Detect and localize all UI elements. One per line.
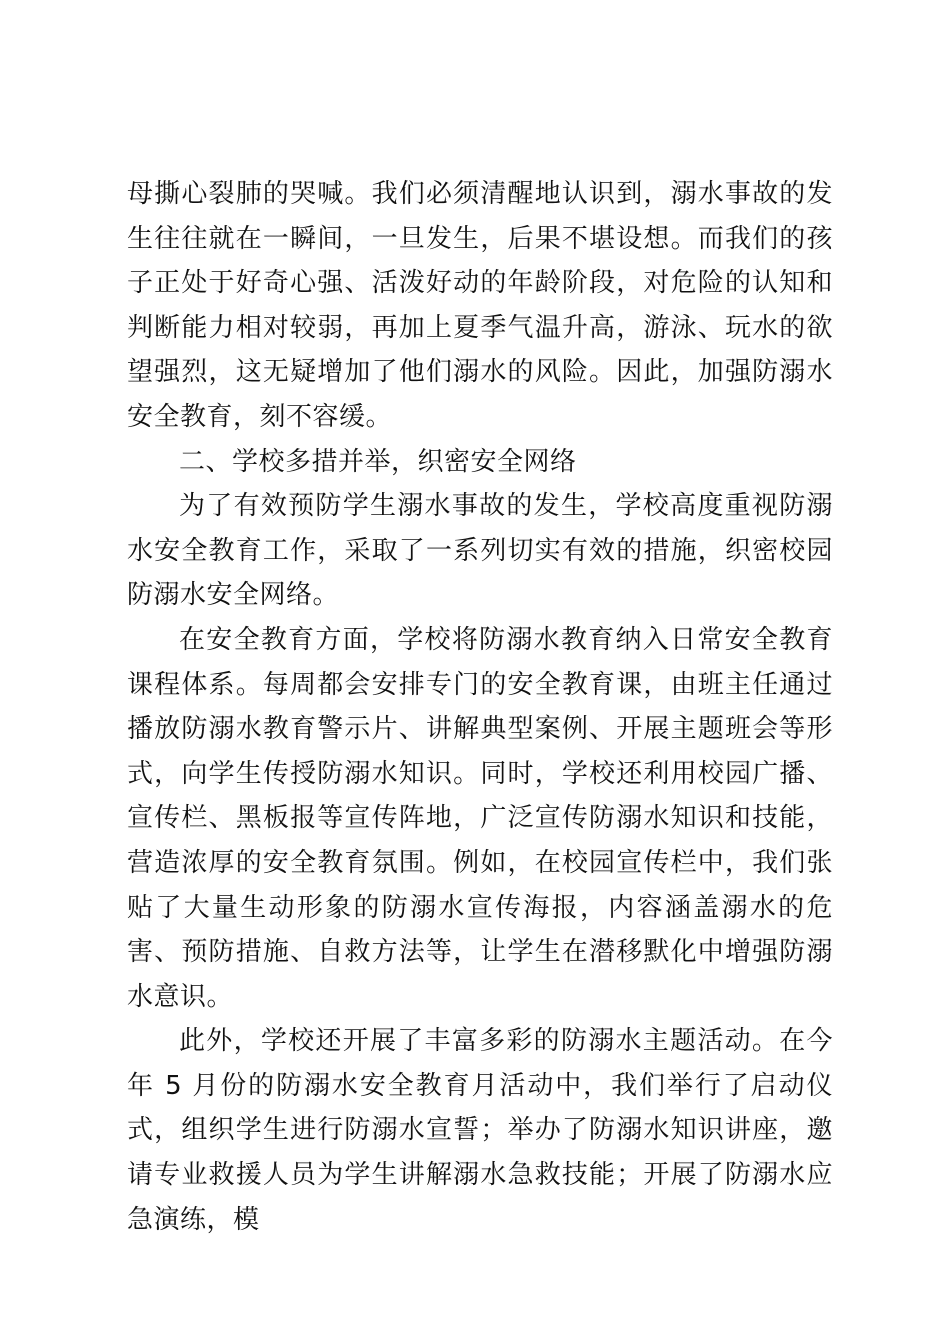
paragraph-continuation: 母撕心裂肺的哭喊。我们必须清醒地认识到，溺水事故的发生往往就在一瞬间，一旦发生，后果不堪设想。而我们的孩子正处于好奇心强、活泼好动的年龄阶段，对危险的认知和判断能力相对较弱，再加上夏季气温升高，游泳、玩水的欲望强烈，这无疑增加了他们溺水的风险。因此，加强防溺水安全教育，刻不容缓。	[127, 179, 833, 432]
paragraph-activities: 此外，学校还开展了丰富多彩的防溺水主题活动。在今年 5 月份的防溺水安全教育月活动中，我们举行了启动仪式，组织学生进行防溺水宣誓；举办了防溺水知识讲座，邀请专业救援人员为学生讲解溺水急救技能；开展了防溺水应急演练，模	[127, 1026, 833, 1235]
section-heading: 二、学校多措并举，织密安全网络	[179, 446, 577, 477]
document-body	[127, 172, 833, 1242]
paragraph-intro: 为了有效预防学生溺水事故的发生，学校高度重视防溺水安全教育工作，采取了一系列切实有效的措施，织密校园防溺水安全网络。	[127, 491, 833, 611]
paragraph-education: 在安全教育方面，学校将防溺水教育纳入日常安全教育课程体系。每周都会安排专门的安全教育课，由班主任通过播放防溺水教育警示片、讲解典型案例、开展主题班会等形式，向学生传授防溺水知识。同时，学校还利用校园广播、宣传栏、黑板报等宣传阵地，广泛宣传防溺水知识和技能，营造浓厚的安全教育氛围。例如，在校园宣传栏中，我们张贴了大量生动形象的防溺水宣传海报，内容涵盖溺水的危害、预防措施、自救方法等，让学生在潜移默化中增强防溺水意识。	[127, 624, 833, 1012]
